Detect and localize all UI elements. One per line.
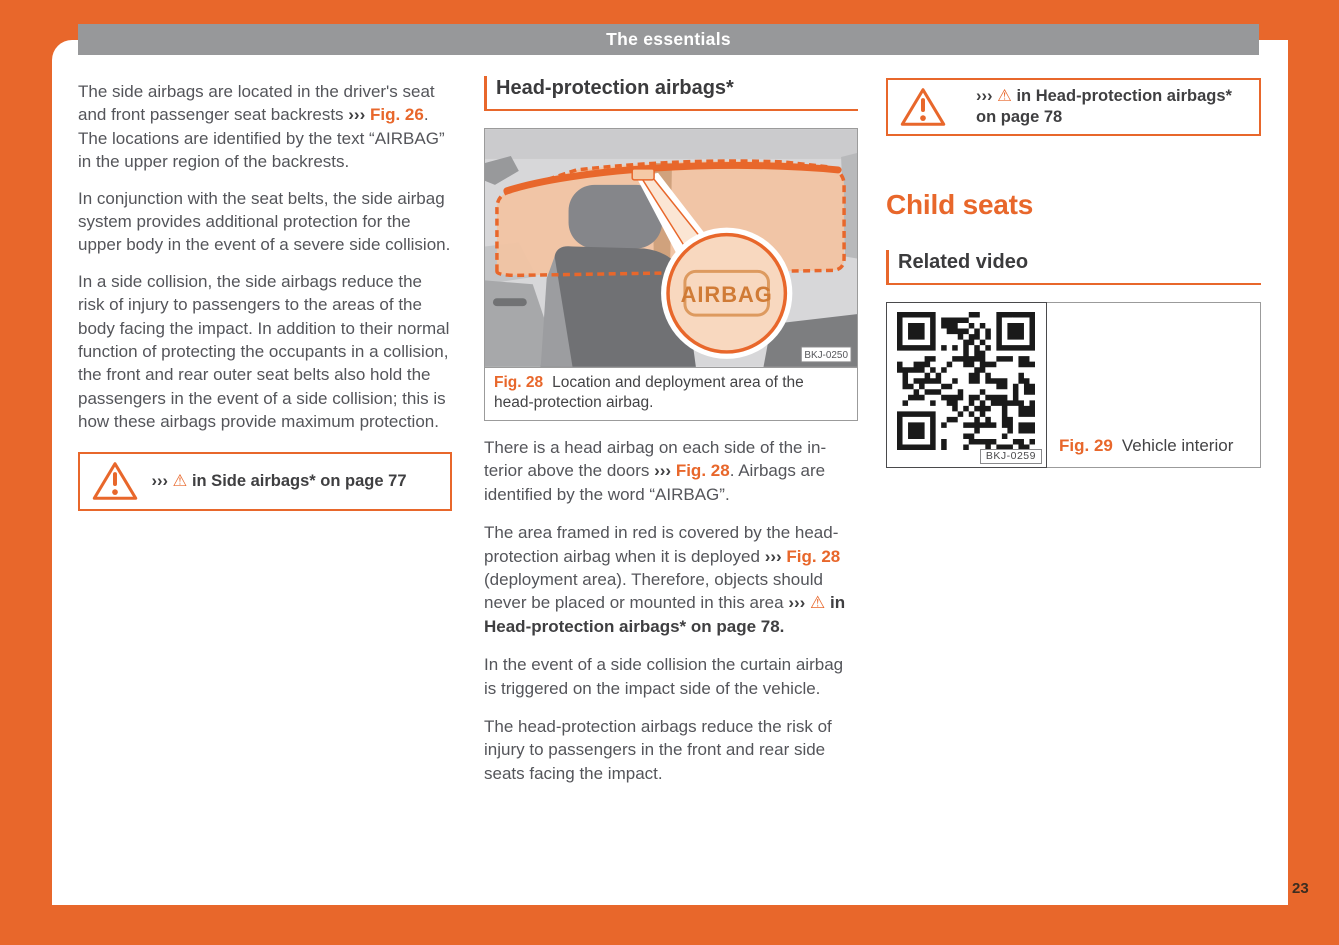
airbag-badge-label: AIRBAG: [680, 282, 773, 308]
text-segment: In the event of a side collision the curtain airbag is triggered on the impact side of the vehicle.: [484, 655, 844, 698]
text-segment: . Airbags are identified by the word “AIRBAG”.: [484, 461, 826, 504]
middle-column: [484, 76, 858, 785]
paragraph: [484, 715, 858, 785]
text-segment: In conjunction with the seat belts, the side airbag system provides additional protection for the upper body in the event of a severe side collision.: [78, 188, 451, 255]
warning-icon: ⚠: [997, 87, 1017, 105]
figure-reference[interactable]: Fig. 29: [1059, 436, 1113, 455]
header-title: The essentials: [606, 29, 731, 49]
left-column: [78, 80, 452, 511]
qr-code[interactable]: [897, 312, 1035, 450]
chapter-heading-child-seats: Child seats: [886, 189, 1034, 220]
qr-code-box[interactable]: [886, 302, 1047, 468]
text-segment: . The locations are identified by the text “AIRBAG” in the upper region of the backrests.: [78, 105, 445, 172]
text-segment: ›››: [764, 546, 787, 566]
figure-28-image: [484, 128, 858, 368]
section-heading-related-video: Related video: [886, 250, 1261, 285]
text-segment: Vehicle interior: [1121, 436, 1234, 455]
text-segment: ›››: [151, 471, 173, 490]
text-segment: in Side airbags* on page 77: [191, 471, 407, 490]
text-segment: (deployment area). Therefore, objects should never be placed or mounted in this area: [484, 570, 823, 613]
page-number: 23: [1292, 880, 1309, 897]
warning-icon: ⚠: [172, 471, 192, 490]
text-segment: The head-protection airbags reduce the risk of injury to passengers in the front and rear side seats facing the impact.: [484, 717, 832, 783]
paragraph: [484, 653, 858, 700]
figure-reference[interactable]: Fig. 26: [369, 105, 424, 125]
text-segment: There is a head airbag on each side of the interior above the doors: [484, 438, 827, 481]
text-segment: The side airbags are located in the driver's seat and front passenger seat backrests: [78, 82, 435, 125]
header-bar: [78, 24, 1259, 55]
paragraph: [484, 436, 858, 506]
text-segment: in Head-protection airbags* on page 78: [976, 87, 1232, 126]
right-column: [886, 78, 1261, 468]
warning-box-side-airbags: [78, 452, 452, 511]
text-segment: ›››: [976, 87, 998, 105]
text-segment: The area framed in red is covered by the head-protection airbag when it is deployed: [484, 523, 839, 566]
paragraph: [78, 80, 452, 174]
text-segment: in Head-protection airbags* on page 78.: [484, 593, 846, 636]
figure-reference[interactable]: Fig. 28: [675, 461, 730, 481]
text-segment: ›››: [788, 593, 811, 613]
warning-triangle-icon: [92, 460, 138, 502]
text-segment: In a side collision, the side airbags reduce the risk of injury to passengers to the areas of the body facing the impact. In addition to their normal function of protecting the occupants in a collision, the front and rear outer seat belts also hold the passengers in the event of a side collision; this is how these airbags provide maximum protection.: [78, 271, 450, 432]
section-heading-head-protection: Head-protection airbags*: [484, 76, 858, 111]
warning-box-head-protection: [886, 78, 1261, 136]
car-interior-illustration: [485, 129, 857, 367]
middle-paragraphs: [484, 436, 858, 785]
text-segment: Location and deployment area of the head-protection airbag.: [494, 374, 804, 411]
warning-reference[interactable]: [138, 471, 438, 492]
figure-reference[interactable]: Fig. 28: [494, 374, 544, 391]
figure-28-caption: [484, 367, 858, 421]
figure-28: [484, 128, 858, 421]
image-code-label: BKJ-0250: [804, 349, 848, 361]
paragraph: [78, 187, 452, 257]
warning-triangle-icon: [900, 86, 946, 128]
paragraph: [484, 521, 858, 638]
warning-icon: ⚠: [810, 593, 830, 613]
warning-reference[interactable]: [976, 86, 1247, 128]
figure-29: [886, 302, 1261, 468]
figure-29-caption: [1059, 436, 1233, 456]
paragraph: [78, 270, 452, 434]
figure-reference[interactable]: Fig. 28: [786, 546, 841, 566]
qr-code-label: BKJ-0259: [980, 449, 1042, 464]
text-segment: ›››: [654, 461, 676, 481]
text-segment: ›››: [348, 105, 370, 125]
